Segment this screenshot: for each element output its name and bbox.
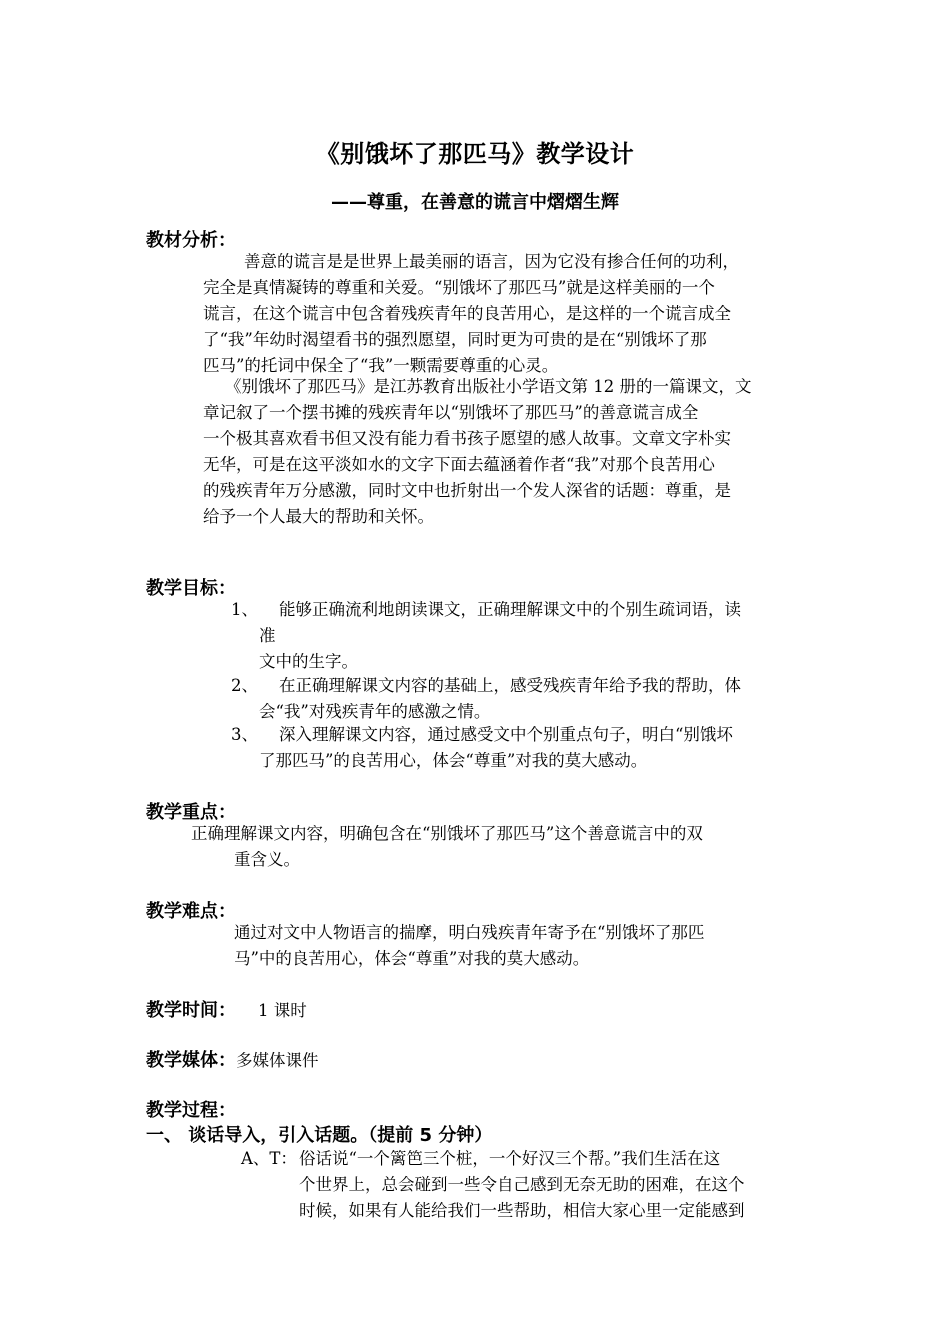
document-title: 《别饿坏了那匹马》教学设计 [315,140,635,168]
text-line: 时候，如果有人能给我们一些帮助，相信大家心里一定能感到 [299,1201,745,1220]
goal-item-1-cont [259,623,358,675]
time-row [146,996,307,1022]
media-row [146,1046,319,1072]
analysis-paragraph-1 [203,249,739,379]
text-line: 准 [259,626,276,645]
media-value: 多媒体课件 [236,1051,319,1070]
goal-number: 1、 [231,600,258,619]
text-line: 了“我”年幼时渴望看书的强烈愿望，同时更为可贵的是在“别饿坏了那 [203,330,707,349]
text-line: 正确理解课文内容，明确包含在“别饿坏了那匹马”这个善意谎言中的双 [191,824,703,843]
text-line: 个世界上，总会碰到一些令自己感到无奈无助的困难，在这个 [299,1175,745,1194]
text-line: 了那匹马”的良苦用心，体会“尊重”对我的莫大感动。 [259,751,648,770]
text-line: 善意的谎言是是世界上最美丽的语言，因为它没有掺合任何的功利， [244,252,739,271]
text-line: 章记叙了一个摆书摊的残疾青年以“别饿坏了那匹马”的善意谎言成全 [203,403,699,422]
document-subtitle: ——尊重，在善意的谎言中熠熠生辉 [331,192,619,213]
goals-heading: 教学目标： [146,578,236,599]
text-line: 文中的生字。 [259,652,358,671]
media-heading: 教学媒体： [146,1050,236,1071]
process-step-1: 一、 谈话导入，引入话题。（提前 5 分钟） [146,1125,493,1146]
text-line: 的残疾青年万分感激，同时文中也折射出一个发人深省的话题：尊重，是 [203,481,731,500]
process-a-label: A、T： [241,1149,297,1168]
text-line: 深入理解课文内容，通过感受文中个别重点句子，明白“别饿坏 [279,725,733,744]
goal-item-2 [231,673,741,699]
text-line: 无华，可是在这平淡如水的文字下面去蕴涵着作者“我”对那个良苦用心 [203,455,715,474]
difficulty-heading: 教学难点： [146,901,236,922]
text-line: 《别饿坏了那匹马》是江苏教育出版社小学语文第 12 册的一篇课文，文 [225,377,752,396]
text-line: 马”中的良苦用心，体会“尊重”对我的莫大感动。 [234,949,590,968]
text-line: 会“我”对残疾青年的感激之情。 [259,702,491,721]
analysis-heading: 教材分析： [146,230,236,251]
goal-item-3-cont [259,748,647,774]
time-heading: 教学时间： [146,1000,236,1021]
text-line: 能够正确流利地朗读课文，正确理解课文中的个别生疏词语，读 [279,600,741,619]
goal-number: 2、 [231,676,258,695]
text-line: 给予一个人最大的帮助和关怀。 [203,507,434,526]
text-line: 在正确理解课文内容的基础上，感受残疾青年给予我的帮助，体 [279,676,741,695]
focus-heading: 教学重点： [146,802,236,823]
text-line: 重含义。 [234,850,300,869]
text-line: 一个极其喜欢看书但又没有能力看书孩子愿望的感人故事。文章文字朴实 [203,429,731,448]
text-line: 谎言，在这个谎言中包含着残疾青年的良苦用心，是这样的一个谎言成全 [203,304,731,323]
process-a-paragraph [299,1146,745,1224]
analysis-paragraph-2 [203,374,752,530]
focus-paragraph [191,821,703,873]
goal-item-3 [231,722,733,748]
time-value: 1 课时 [258,1001,307,1020]
text-line: 匹马”的托词中保全了“我”一颗需要尊重的心灵。 [203,356,559,375]
text-line: 完全是真情凝铸的尊重和关爱。“别饿坏了那匹马”就是这样美丽的一个 [203,278,715,297]
text-line: 通过对文中人物语言的揣摩，明白残疾青年寄予在“别饿坏了那匹 [234,923,705,942]
process-heading: 教学过程： [146,1100,236,1121]
goal-item-1 [231,597,741,623]
text-line: 俗话说“一个篱笆三个桩，一个好汉三个帮。”我们生活在这 [299,1149,721,1168]
difficulty-paragraph [234,920,704,972]
goal-number: 3、 [231,725,258,744]
